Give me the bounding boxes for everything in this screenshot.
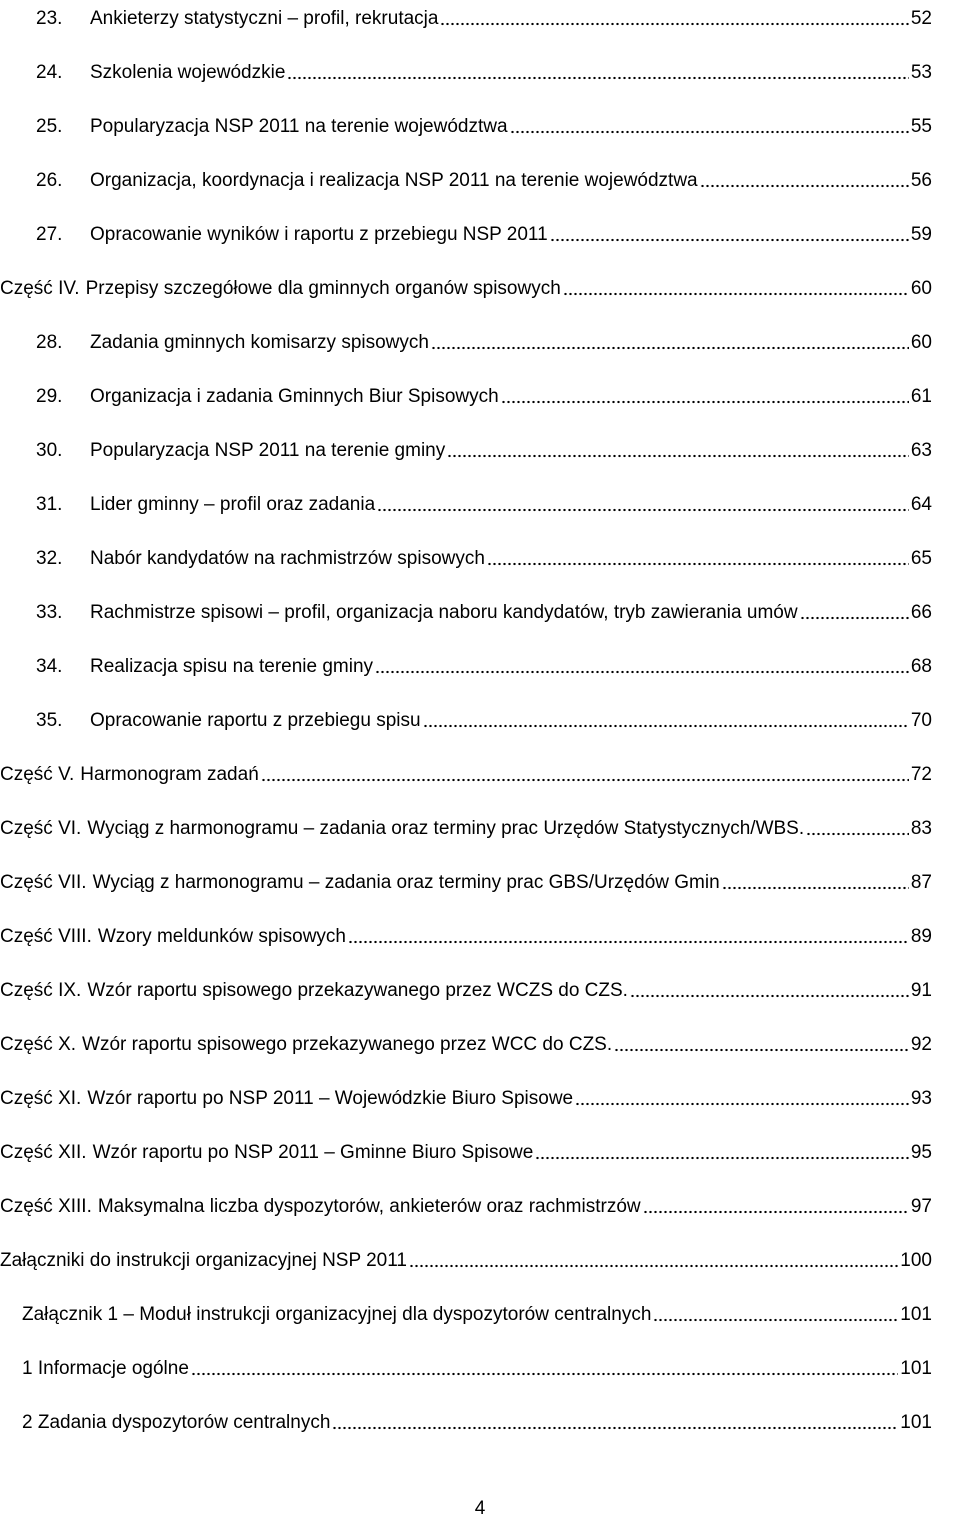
toc-entry[interactable] (36, 108, 932, 138)
toc-entry-title: Rachmistrze spisowi – profil, organizacja naboru kandydatów, tryb zawierania umów (90, 602, 798, 623)
dot-leader (191, 1370, 898, 1376)
dot-leader (348, 938, 909, 944)
toc-entry-title: Wzory meldunków spisowych (97, 926, 346, 947)
toc-entry[interactable] (36, 594, 932, 624)
dot-leader (575, 1100, 909, 1106)
toc-entry-page: 101 (900, 1304, 932, 1325)
toc-entry-annex[interactable] (22, 1296, 932, 1326)
toc-entry-page: 61 (910, 386, 932, 407)
toc-entry-part[interactable] (0, 1188, 932, 1218)
dot-leader (643, 1208, 909, 1214)
dot-leader (287, 74, 908, 80)
toc-entry-page: 89 (910, 926, 932, 947)
dot-leader (261, 776, 909, 782)
toc-entry-page: 91 (910, 980, 932, 1001)
toc-entry-page: 97 (910, 1196, 932, 1217)
toc-entry-number: Część XIII. (0, 1196, 92, 1217)
dot-leader (423, 722, 909, 728)
toc-entry[interactable] (36, 378, 932, 408)
dot-leader (700, 182, 909, 188)
toc-entry-part[interactable] (0, 1134, 932, 1164)
toc-entry-page: 66 (910, 602, 932, 623)
toc-entry-title: Wzór raportu po NSP 2011 – Gminne Biuro Spisowe (92, 1142, 534, 1163)
toc-entry-title: 2 Zadania dyspozytorów centralnych (22, 1412, 331, 1433)
toc-entry-page: 92 (910, 1034, 932, 1055)
toc-entry-page: 100 (900, 1250, 932, 1271)
toc-entry[interactable] (36, 216, 932, 246)
toc-entry-title: Maksymalna liczba dyspozytorów, ankieterów oraz rachmistrzów (97, 1196, 641, 1217)
toc-entry-part[interactable] (0, 1026, 932, 1056)
toc-entry-number: 26. (36, 170, 63, 191)
toc-entry-number: Część V. (0, 764, 75, 785)
toc-entry-part[interactable] (0, 1242, 932, 1272)
toc-entry-number: 28. (36, 332, 63, 353)
toc-entry-title: Harmonogram zadań (80, 764, 259, 785)
toc-entry-page: 87 (910, 872, 932, 893)
toc-entry-page: 72 (910, 764, 932, 785)
dot-leader (501, 398, 909, 404)
toc-entry-number: Część IV. (0, 278, 80, 299)
toc-entry-page: 63 (910, 440, 932, 461)
dot-leader (722, 884, 909, 890)
toc-entry-number: 33. (36, 602, 63, 623)
toc-entry-title: Opracowanie wyników i raportu z przebiegu NSP 2011 (90, 224, 548, 245)
toc-entry-annex[interactable] (22, 1404, 932, 1434)
toc-entry-part[interactable] (0, 810, 932, 840)
toc-entry-title: Realizacja spisu na terenie gminy (90, 656, 374, 677)
dot-leader (800, 614, 909, 620)
dot-leader (535, 1154, 909, 1160)
dot-leader (447, 452, 909, 458)
dot-leader (377, 506, 909, 512)
toc-entry-page: 95 (910, 1142, 932, 1163)
dot-leader (806, 830, 909, 836)
toc-entry-page: 101 (900, 1412, 932, 1433)
dot-leader (440, 20, 908, 26)
toc-entry-title: Wyciąg z harmonogramu – zadania oraz terminy prac Urzędów Statystycznych/WBS. (87, 818, 805, 839)
toc-entry-title: Szkolenia wojewódzkie (90, 62, 286, 83)
toc-entry-page: 60 (910, 278, 932, 299)
toc-entry-page: 52 (910, 8, 932, 29)
toc-entry-number: 25. (36, 116, 63, 137)
toc-entry-title: Lider gminny – profil oraz zadania (90, 494, 376, 515)
toc-entry-title: Zadania gminnych komisarzy spisowych (90, 332, 429, 353)
toc-entry-number: 32. (36, 548, 63, 569)
toc-entry-page: 56 (910, 170, 932, 191)
toc-entry-number: 31. (36, 494, 63, 515)
toc-entry-number: 29. (36, 386, 63, 407)
dot-leader (332, 1424, 898, 1430)
toc-entry-page: 83 (910, 818, 932, 839)
toc-entry-part[interactable] (0, 1080, 932, 1110)
toc-entry-title: Organizacja i zadania Gminnych Biur Spisowych (90, 386, 499, 407)
toc-entry-number: Część VIII. (0, 926, 92, 947)
toc-entry-page: 53 (910, 62, 932, 83)
toc-entry-number: Część VII. (0, 872, 87, 893)
toc-entry[interactable] (36, 648, 932, 678)
toc-entry-title: Popularyzacja NSP 2011 na terenie województwa (90, 116, 508, 137)
dot-leader (375, 668, 909, 674)
toc-entry-number: 35. (36, 710, 63, 731)
toc-entry-page: 59 (910, 224, 932, 245)
toc-entry-annex[interactable] (22, 1350, 932, 1380)
page-number: 4 (474, 1498, 486, 1519)
toc-entry[interactable] (36, 540, 932, 570)
dot-leader (510, 128, 909, 134)
toc-entry-part[interactable] (0, 756, 932, 786)
dot-leader (409, 1262, 898, 1268)
toc-entry-title: Ankieterzy statystyczni – profil, rekrutacja (90, 8, 439, 29)
toc-entry-page: 55 (910, 116, 932, 137)
toc-entry-title: Organizacja, koordynacja i realizacja NSP 2011 na terenie województwa (90, 170, 698, 191)
toc-entry-title: 1 Informacje ogólne (22, 1358, 189, 1379)
toc-entry-number: Część VI. (0, 818, 82, 839)
toc-entry-number: Część XI. (0, 1088, 82, 1109)
toc-entry-title: Popularyzacja NSP 2011 na terenie gminy (90, 440, 446, 461)
toc-entry-part[interactable] (0, 864, 932, 894)
toc-entry-page: 101 (900, 1358, 932, 1379)
toc-entry-number: 23. (36, 8, 63, 29)
toc-entry-number: 27. (36, 224, 63, 245)
dot-leader (431, 344, 909, 350)
toc-entry-title: Przepisy szczegółowe dla gminnych organów spisowych (85, 278, 561, 299)
toc-entry-number: 34. (36, 656, 63, 677)
toc-entry-title: Załączniki do instrukcji organizacyjnej NSP 2011 (0, 1250, 407, 1271)
toc-entry-title: Załącznik 1 – Moduł instrukcji organizacyjnej dla dyspozytorów centralnych (22, 1304, 652, 1325)
toc-entry[interactable] (36, 324, 932, 354)
toc-entry-title: Opracowanie raportu z przebiegu spisu (90, 710, 421, 731)
toc-entry-page: 64 (910, 494, 932, 515)
toc-entry[interactable] (36, 702, 932, 732)
dot-leader (550, 236, 909, 242)
dot-leader (563, 290, 909, 296)
toc-entry[interactable] (36, 432, 932, 462)
toc-entry-page: 65 (910, 548, 932, 569)
toc-entry-part[interactable] (0, 918, 932, 948)
toc-entry-part[interactable] (0, 270, 932, 300)
toc-entry[interactable] (36, 162, 932, 192)
dot-leader (653, 1316, 898, 1322)
toc-entry-title: Nabór kandydatów na rachmistrzów spisowych (90, 548, 485, 569)
toc-entry-part[interactable] (0, 972, 932, 1002)
toc-entry-page: 93 (910, 1088, 932, 1109)
toc-entry-number: Część IX. (0, 980, 82, 1001)
toc-entry-title: Wyciąg z harmonogramu – zadania oraz terminy prac GBS/Urzędów Gmin (92, 872, 720, 893)
toc-entry[interactable] (36, 0, 932, 30)
toc-entry-number: Część XII. (0, 1142, 87, 1163)
toc-entry-page: 60 (910, 332, 932, 353)
toc-entry-title: Wzór raportu po NSP 2011 – Wojewódzkie Biuro Spisowe (87, 1088, 574, 1109)
dot-leader (630, 992, 909, 998)
toc-entry[interactable] (36, 486, 932, 516)
toc-entry-page: 70 (910, 710, 932, 731)
dot-leader (487, 560, 909, 566)
toc-entry-title: Wzór raportu spisowego przekazywanego przez WCZS do CZS. (87, 980, 628, 1001)
toc-entry-number: Część X. (0, 1034, 77, 1055)
toc-entry-number: 24. (36, 62, 63, 83)
toc-entry[interactable] (36, 54, 932, 84)
toc-entry-number: 30. (36, 440, 63, 461)
toc-entry-title: Wzór raportu spisowego przekazywanego przez WCC do CZS. (82, 1034, 613, 1055)
dot-leader (614, 1046, 909, 1052)
toc-entry-page: 68 (910, 656, 932, 677)
